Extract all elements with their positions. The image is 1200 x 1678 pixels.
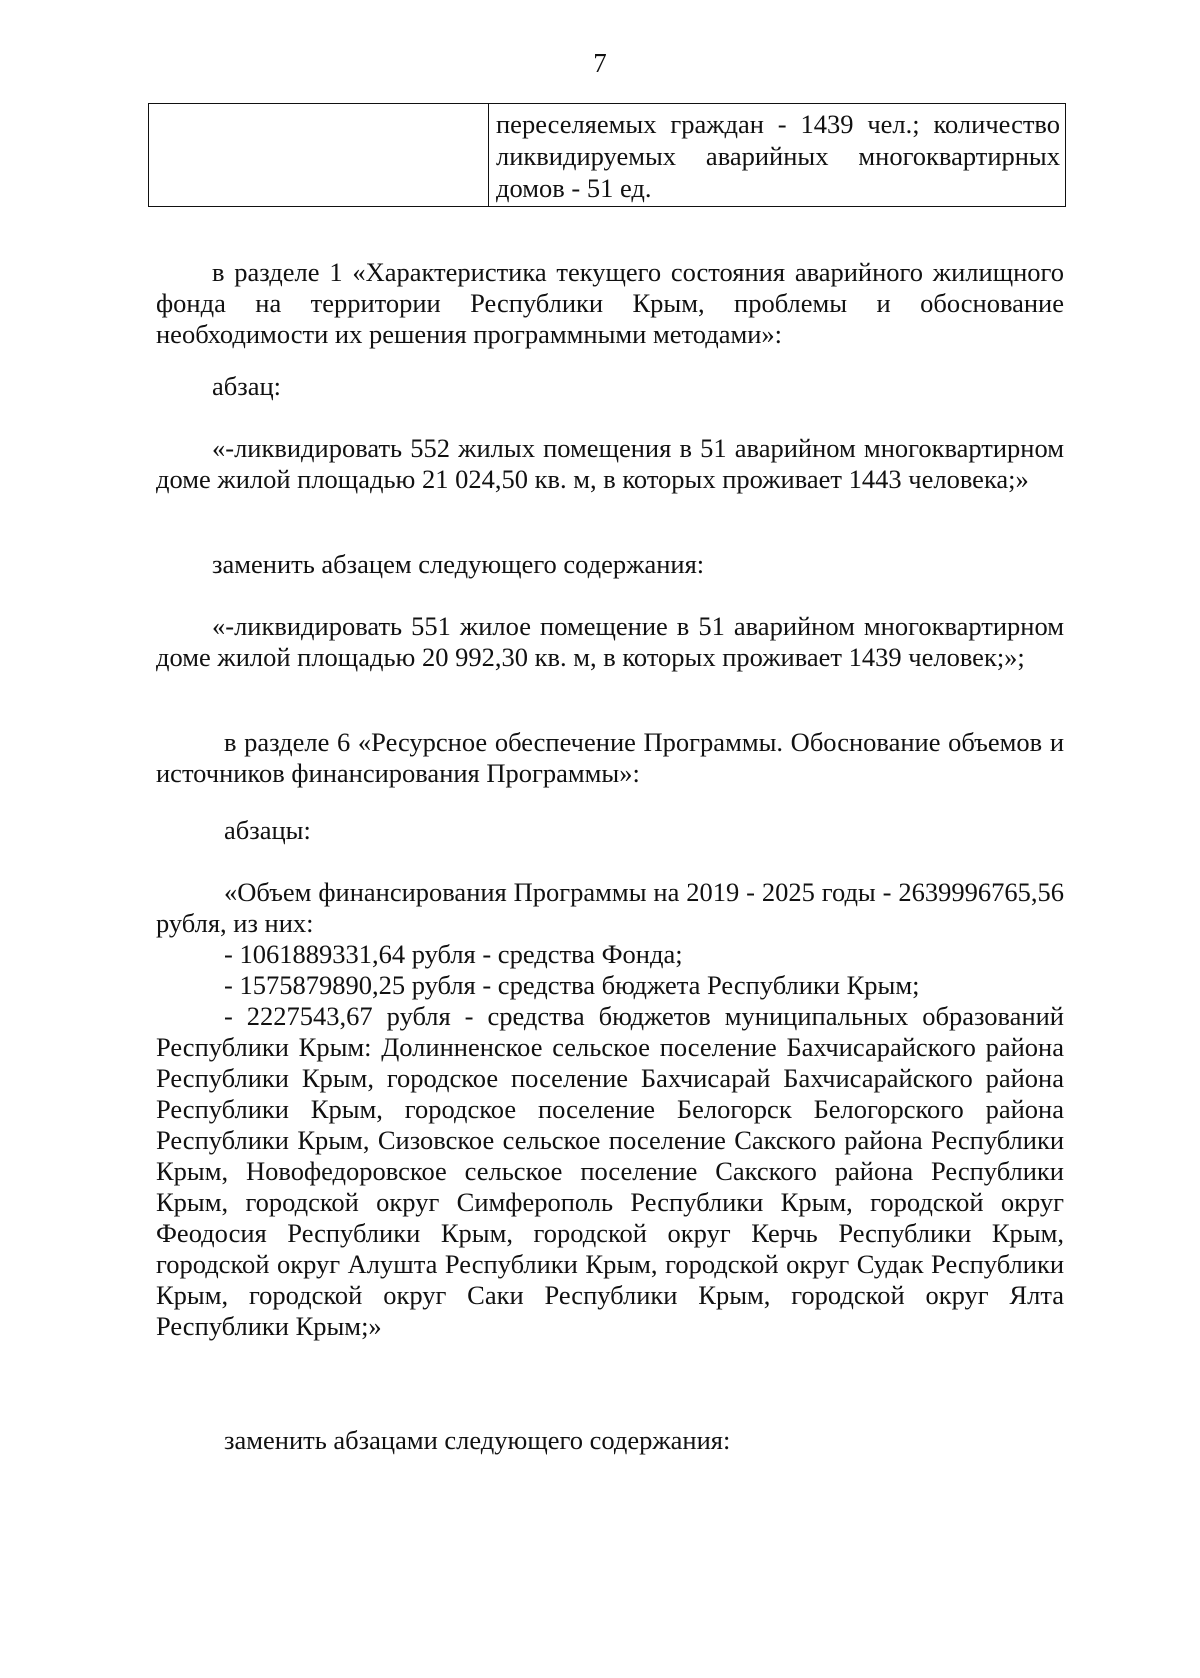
section-1-intro: в разделе 1 «Характеристика текущего состояния аварийного жилищного фонда на территории Республики Крым, проблемы и обоснование необходимости их решения программными методами»: bbox=[156, 257, 1064, 349]
continuation-table bbox=[148, 103, 1066, 207]
section-1-old-paragraph: «-ликвидировать 552 жилых помещения в 51 аварийном многоквартирном доме жилой площадью 21 024,50 кв. м, в которых проживает 1443 человека;» bbox=[156, 433, 1064, 494]
section-6-old-paragraph-4: - 2227543,67 рубля - средства бюджетов муниципальных образований Республики Крым: Долинненское сельское поселение Бахчисарайского района Республики Крым, городское поселение Бахчисарай Бахчисарайского района Республики Крым, городское поселение Белогорск Белогорского района Республики Крым, Сизовское сельское поселение Сакского района Республики Крым, Новофедоровское сельское поселение Сакского района Республики Крым, городской округ Симферополь Республики Крым, городской округ Феодосия Республики Крым, городской округ Керчь Республики Крым, городской округ Алушта Республики Крым, городской округ Судак Республики Крым, городской округ Саки Республики Крым, городской округ Ялта Республики Крым;» bbox=[156, 1001, 1064, 1341]
section-1-replace-instruction: заменить абзацем следующего содержания: bbox=[212, 549, 705, 579]
section-1-new-paragraph: «-ликвидировать 551 жилое помещение в 51 аварийном многоквартирном доме жилой площадью 20 992,30 кв. м, в которых проживает 1439 человек;»; bbox=[156, 611, 1064, 672]
table-cell-empty bbox=[149, 104, 489, 207]
section-6-intro: в разделе 6 «Ресурсное обеспечение Программы. Обоснование объемов и источников финансирования Программы»: bbox=[156, 727, 1064, 788]
table-cell-text: переселяемых граждан - 1439 чел.; количество ликвидируемых аварийных многоквартирных домов - 51 ед. bbox=[489, 104, 1066, 207]
section-6-old-paragraph-2: - 1061889331,64 рубля - средства Фонда; bbox=[224, 939, 683, 969]
section-1-label: абзац: bbox=[212, 371, 282, 401]
page-number: 7 bbox=[593, 48, 607, 78]
section-6-label: абзацы: bbox=[224, 815, 311, 845]
table-row bbox=[149, 104, 1066, 207]
section-6-old-paragraph-3: - 1575879890,25 рубля - средства бюджета Республики Крым; bbox=[224, 970, 920, 1000]
section-6-old-paragraph-1: «Объем финансирования Программы на 2019 - 2025 годы - 2639996765,56 рубля, из них: bbox=[156, 877, 1064, 938]
section-6-replace-instruction: заменить абзацами следующего содержания: bbox=[224, 1425, 731, 1455]
